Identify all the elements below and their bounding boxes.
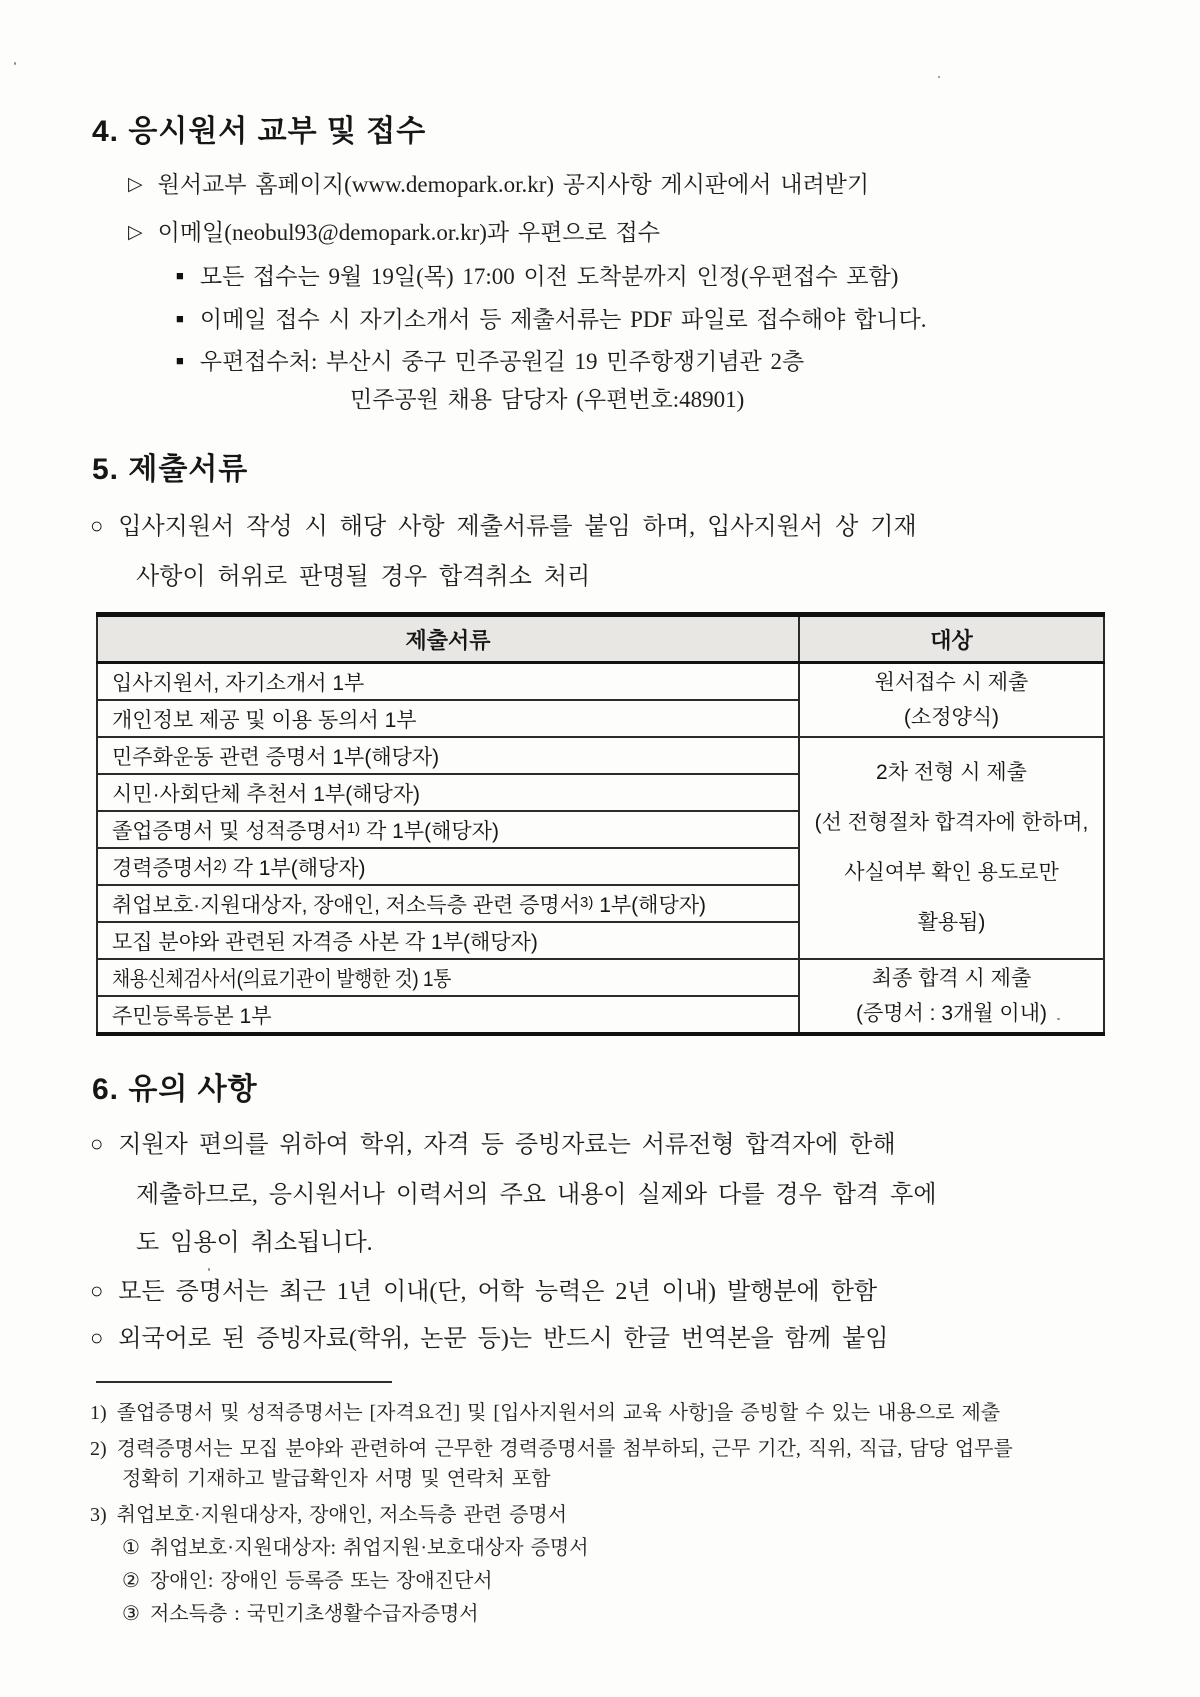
- doc-cell: [97, 663, 799, 701]
- list-item-text: 이메일(neobul93@demopark.or.kr)과 우편으로 접수: [157, 220, 660, 245]
- target-text: 원서접수 시 제출: [874, 671, 1029, 694]
- list-item-text: 원서교부 홈페이지(www.demopark.or.kr) 공지사항 게시판에서 내려받기: [157, 172, 870, 197]
- section6-bullet1-line1: [90, 1124, 896, 1159]
- doc-cell: [97, 885, 799, 922]
- scan-speck: [14, 62, 16, 65]
- footnote-1: [90, 1396, 1000, 1425]
- target-text: 2차 전형 시 제출: [876, 761, 1027, 784]
- target-cell-second-round: [799, 737, 1104, 959]
- circle-bullet-icon: ○: [90, 1278, 104, 1303]
- footnote-divider: [96, 1381, 392, 1383]
- square-bullet-icon: ■: [176, 311, 184, 326]
- square-bullet-icon: ■: [176, 353, 184, 368]
- section4-subitem-deadline: [176, 258, 898, 291]
- section6-bullet3: [90, 1318, 888, 1353]
- footnote-text: 취업보호·지원대상자, 장애인, 저소득층 관련 증명서: [116, 1504, 568, 1526]
- section4-subitem-mail-address: [176, 343, 804, 376]
- doc-cell: [97, 848, 799, 885]
- doc-text: 경력증명서: [112, 856, 214, 880]
- square-bullet-icon: ■: [176, 268, 184, 283]
- footnote-ref: 2): [213, 856, 227, 874]
- doc-text: 졸업증명서 및 성적증명서: [112, 819, 347, 843]
- doc-text: 채용신체검사서(의료기관이 발행한 것) 1통: [112, 967, 451, 991]
- section4-address-line2: 민주공원 채용 담당자 (우편번호:48901): [350, 387, 745, 412]
- footnote-ref: 3): [580, 893, 594, 911]
- table-row: [97, 663, 1104, 701]
- footnote-text: 저소득층 : 국민기초생활수급자증명서: [149, 1603, 479, 1625]
- doc-cell: [97, 811, 799, 848]
- footnote-text: 졸업증명서 및 성적증명서는 [자격요건] 및 [입사지원서의 교육 사항]을 증빙할 수 있는 내용으로 제출: [116, 1402, 1001, 1424]
- target-cell-final: [799, 959, 1104, 1034]
- doc-text: 개인정보 제공 및 이용 동의서 1부: [112, 708, 417, 732]
- target-text: 활용됨): [917, 911, 986, 934]
- triangle-bullet-icon: ▷: [128, 174, 143, 195]
- list-item-text: 우편접수처: 부산시 중구 민주공원길 19 민주항쟁기념관 2층: [199, 349, 805, 374]
- footnote-3: [90, 1498, 567, 1527]
- target-cell-application: [799, 663, 1104, 738]
- circle-bullet-icon: ○: [90, 1131, 104, 1156]
- doc-text: 모집 분야와 관련된 자격증 사본 각 1부(해당자): [112, 930, 538, 954]
- footnote-3-sub1: [122, 1531, 589, 1560]
- section5-intro-line2: 사항이 허위로 판명될 경우 합격취소 처리: [136, 564, 591, 590]
- target-text: 사실여부 확인 용도로만: [844, 861, 1059, 884]
- section4-subitem-pdf: [176, 301, 926, 334]
- footnote-number: 2): [90, 1438, 107, 1460]
- footnote-2-line2: 정확히 기재하고 발급확인자 서명 및 연락처 포함: [122, 1468, 551, 1490]
- doc-cell: [97, 959, 799, 996]
- section5-intro-line1: [90, 506, 917, 541]
- table-row: [97, 737, 1104, 774]
- section5-title: 5. 제출서류: [92, 453, 249, 486]
- footnote-text: 장애인: 장애인 등록증 또는 장애진단서: [149, 1570, 493, 1592]
- section6-bullet2: [90, 1271, 877, 1306]
- footnote-3-sub3: [122, 1597, 479, 1626]
- target-text: (소정양식): [903, 706, 1000, 729]
- list-item-text: 이메일 접수 시 자기소개서 등 제출서류는 PDF 파일로 접수해야 합니다.: [199, 307, 927, 332]
- paragraph-text: 외국어로 된 증빙자료(학위, 논문 등)는 반드시 한글 번역본을 함께 붙임: [118, 1326, 889, 1352]
- doc-text: 취업보호·지원대상자, 장애인, 저소득층 관련 증명서: [112, 893, 581, 917]
- doc-text: 1부(해당자): [593, 893, 707, 917]
- doc-text: 민주화운동 관련 증명서 1부(해당자): [112, 745, 440, 769]
- doc-cell: [97, 996, 799, 1034]
- list-item-text: 모든 접수는 9월 19일(목) 17:00 이전 도착분까지 인정(우편접수 포함): [199, 264, 899, 289]
- footnote-3-sub2: [122, 1564, 493, 1593]
- footnote-text: 경력증명서는 모집 분야와 관련하여 근무한 경력증명서를 첨부하되, 근무 기간, 직위, 직급, 담당 업무를: [116, 1438, 1013, 1460]
- doc-text: 주민등록등본 1부: [112, 1004, 272, 1028]
- circled-number-icon: ③: [122, 1603, 140, 1625]
- doc-text: 시민·사회단체 추천서 1부(해당자): [112, 782, 421, 806]
- footnote-number: 1): [90, 1402, 107, 1424]
- doc-cell: [97, 737, 799, 774]
- section4-title: 4. 응시원서 교부 및 접수: [92, 115, 427, 148]
- submission-documents-table: [96, 612, 1105, 1036]
- doc-text: 각 1부(해당자): [360, 819, 499, 843]
- doc-text: 입사지원서, 자기소개서 1부: [112, 671, 365, 695]
- table-header-target: 대상: [799, 615, 1104, 663]
- table-header-row: [97, 615, 1104, 663]
- target-text: (선 전형절차 합격자에 한하며,: [814, 811, 1089, 834]
- table-header-docs: 제출서류: [97, 615, 799, 663]
- doc-cell: [97, 700, 799, 737]
- footnote-ref: 1): [346, 819, 361, 837]
- doc-text: 각 1부(해당자): [226, 856, 366, 880]
- footnote-2-line1: [90, 1432, 1013, 1461]
- circle-bullet-icon: ○: [90, 513, 104, 538]
- section4-item-email: [128, 214, 660, 247]
- section6-bullet1-line2: 제출하므로, 응시원서나 이력서의 주요 내용이 실제와 다를 경우 합격 후에: [136, 1182, 937, 1208]
- circled-number-icon: ①: [122, 1537, 140, 1559]
- doc-cell: [97, 922, 799, 959]
- target-text: (증명서 : 3개월 이내): [855, 1002, 1047, 1025]
- paragraph-text: 입사지원서 작성 시 해당 사항 제출서류를 붙임 하며, 입사지원서 상 기재: [118, 514, 917, 540]
- section6-bullet1-line3: 도 임용이 취소됩니다.: [136, 1230, 373, 1256]
- triangle-bullet-icon: ▷: [128, 222, 143, 243]
- circle-bullet-icon: ○: [90, 1325, 104, 1350]
- footnote-number: 3): [90, 1504, 107, 1526]
- paragraph-text: 지원자 편의를 위하여 학위, 자격 등 증빙자료는 서류전형 합격자에 한해: [118, 1132, 896, 1158]
- scan-speck: [938, 76, 940, 78]
- circled-number-icon: ②: [122, 1570, 140, 1592]
- target-text: 최종 합격 시 제출: [871, 967, 1032, 990]
- section4-item-homepage: [128, 166, 869, 199]
- table-row: [97, 959, 1104, 996]
- doc-cell: [97, 774, 799, 811]
- footnote-text: 취업보호·지원대상자: 취업지원·보호대상자 증명서: [149, 1537, 589, 1559]
- paragraph-text: 모든 증명서는 최근 1년 이내(단, 어학 능력은 2년 이내) 발행분에 한함: [118, 1279, 878, 1305]
- section6-title: 6. 유의 사항: [92, 1073, 258, 1106]
